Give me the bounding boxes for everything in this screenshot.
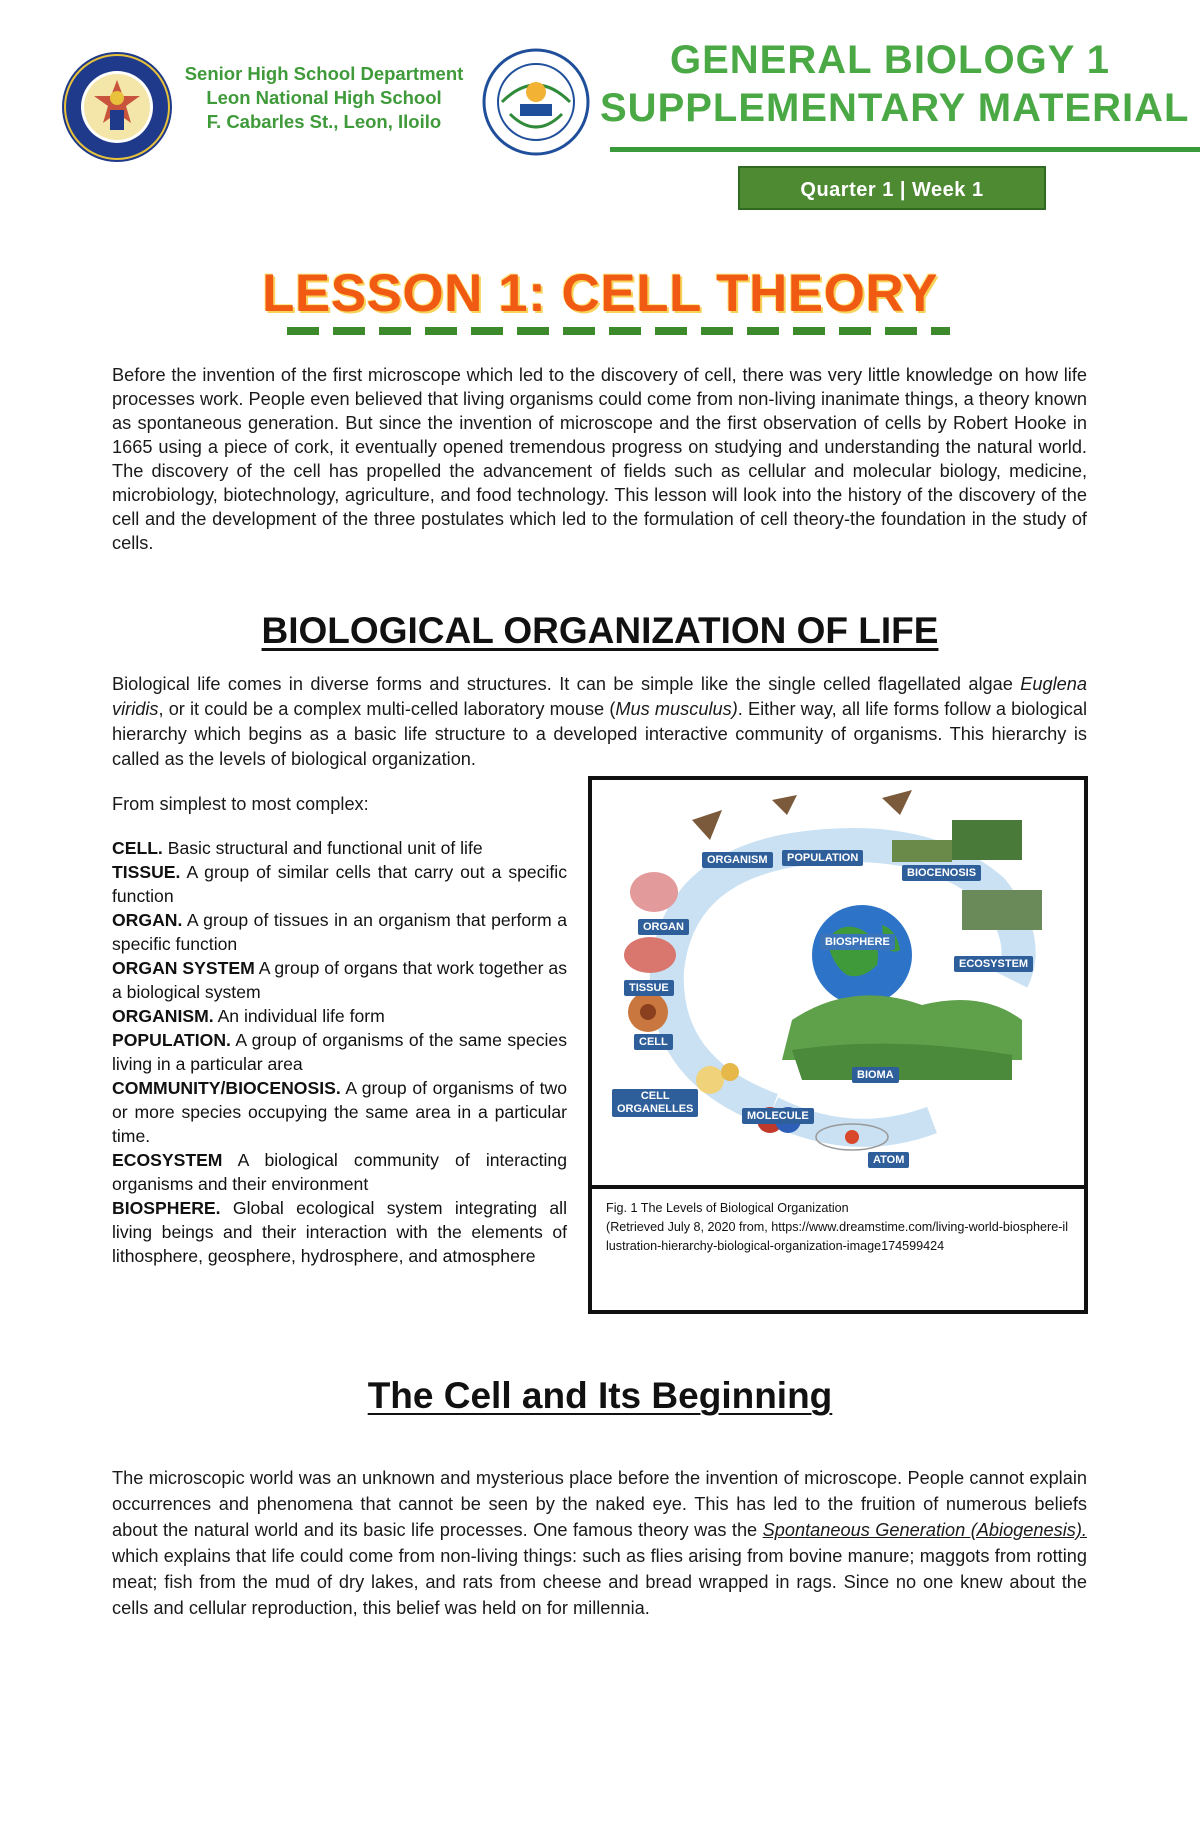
figure-label-cell: CELL bbox=[634, 1034, 673, 1050]
level-description: Global ecological system integrating all living beings and their interaction with the elements of lithosphere, geosphere, hydrosphere, and atmosphere bbox=[112, 1198, 567, 1266]
figure-caption-divider bbox=[588, 1185, 1088, 1189]
cell-beginning-text: The microscopic world was an unknown and mysterious place before the invention of microscope. People cannot explain occurrences and phenomena that cannot be seen by the naked eye. This has led to the fruition of numerous beliefs about the natural world and its basic life processes. One famous theory was the bbox=[112, 1468, 1087, 1540]
list-item bbox=[112, 1148, 567, 1196]
figure-label-organism: ORGANISM bbox=[702, 852, 773, 868]
bio-org-intro-text: Biological life comes in diverse forms and structures. It can be simple like the single celled flagellated algae bbox=[112, 674, 1021, 694]
figure-label-atom: ATOM bbox=[868, 1152, 909, 1168]
quarter-week-badge: Quarter 1 | Week 1 bbox=[738, 166, 1046, 210]
list-item bbox=[112, 1196, 567, 1268]
bio-org-intro-paragraph bbox=[112, 672, 1087, 772]
list-item bbox=[112, 1076, 567, 1148]
subject-title-line-1: GENERAL BIOLOGY 1 bbox=[669, 38, 1111, 82]
subject-title-line-2: SUPPLEMENTARY MATERIAL bbox=[600, 86, 1190, 130]
department-address-block bbox=[174, 62, 474, 134]
levels-list-intro: From simplest to most complex: bbox=[112, 794, 369, 814]
level-description: A group of organs that work together as a biological system bbox=[112, 958, 567, 1002]
level-term: POPULATION. bbox=[112, 1030, 231, 1050]
list-item bbox=[112, 1004, 567, 1028]
level-term: TISSUE. bbox=[112, 862, 181, 882]
department-line: Senior High School Department bbox=[184, 63, 464, 84]
address-line: F. Cabarles St., Leon, Iloilo bbox=[206, 111, 442, 132]
list-item bbox=[112, 836, 567, 860]
figure-label-biocenosis: BIOCENOSIS bbox=[902, 865, 981, 881]
level-description: A biological community of interacting organisms and their environment bbox=[112, 1150, 567, 1194]
school-name-line: Leon National High School bbox=[206, 87, 442, 108]
level-description: A group of tissues in an organism that perform a specific function bbox=[112, 910, 567, 954]
figure-label-organ: ORGAN bbox=[638, 919, 689, 935]
figure-label-tissue: TISSUE bbox=[624, 980, 674, 996]
level-description: A group of organisms of the same species living in a particular area bbox=[112, 1030, 567, 1074]
level-term: ORGAN. bbox=[112, 910, 183, 930]
level-term: ORGAN SYSTEM bbox=[112, 958, 255, 978]
list-item bbox=[112, 1028, 567, 1076]
level-description: A group of similar cells that carry out a specific function bbox=[112, 862, 567, 906]
section-heading-biological-organization: BIOLOGICAL ORGANIZATION OF LIFE bbox=[261, 610, 939, 651]
figure-label-ecosystem: ECOSYSTEM bbox=[954, 956, 1033, 972]
level-term: CELL. bbox=[112, 838, 163, 858]
figure-label-bioma: BIOMA bbox=[852, 1067, 899, 1083]
figure-label-population: POPULATION bbox=[782, 850, 863, 866]
level-term: BIOSPHERE. bbox=[112, 1198, 221, 1218]
level-description: An individual life form bbox=[213, 1006, 385, 1026]
section-heading-cell-beginning: The Cell and Its Beginning bbox=[367, 1375, 833, 1416]
subject-title bbox=[600, 36, 1190, 132]
cell-beginning-text: which explains that life could come from non-living things: such as flies arising from bovine manure; maggots from rotting meat; fish from the mud of dry lakes, and rats from cheese and bread wrapped in rags. Since no one knew about the cells and cellular reproduction, this belief was held on for millennia. bbox=[112, 1546, 1087, 1618]
figure-caption-title: Fig. 1 The Levels of Biological Organization bbox=[606, 1201, 849, 1215]
spontaneous-generation-term: Spontaneous Generation (Abiogenesis). bbox=[762, 1520, 1087, 1540]
level-term: ECOSYSTEM bbox=[112, 1150, 223, 1170]
list-item bbox=[112, 956, 567, 1004]
levels-list bbox=[112, 836, 567, 1268]
figure-illustration bbox=[592, 780, 1084, 1185]
figure-label-cell-organelles-line: CELL bbox=[640, 1090, 670, 1102]
figure-caption bbox=[606, 1199, 1068, 1256]
lesson-title: LESSON 1: CELL THEORY bbox=[261, 264, 939, 323]
figure-label-cell-organelles-line: ORGANELLES bbox=[617, 1103, 694, 1115]
bio-org-intro-text: , or it could be a complex multi-celled laboratory mouse ( bbox=[158, 699, 616, 719]
school-seal-logo bbox=[482, 48, 590, 156]
figure-label-biosphere: BIOSPHERE bbox=[820, 934, 895, 950]
title-dashed-underline bbox=[287, 327, 950, 335]
level-term: COMMUNITY/BIOCENOSIS. bbox=[112, 1078, 341, 1098]
level-description: Basic structural and functional unit of life bbox=[162, 838, 483, 858]
header-divider bbox=[610, 147, 1200, 152]
cell-beginning-paragraph bbox=[112, 1465, 1087, 1621]
lesson-intro-paragraph: Before the invention of the first microscope which led to the discovery of cell, there was very little knowledge on how life processes work. People even believed that living organisms could come from non-living inanimate things, a theory known as spontaneous generation. But since the invention of microscope and the first observation of cells by Robert Hooke in 1665 using a piece of cork, it eventually opened tremendous progress on studying and understanding the natural world. The discovery of the cell has propelled the advancement of fields such as cellular and molecular biology, medicine, microbiology, biotechnology, agriculture, and food technology. This lesson will look into the history of the discovery of the cell and the development of the three postulates which led to the formulation of cell theory-the foundation in the study of cells. bbox=[112, 365, 1087, 553]
deped-seal-logo bbox=[60, 50, 174, 164]
species-name: Euglena viridis bbox=[112, 674, 1087, 719]
level-term: ORGANISM. bbox=[112, 1006, 214, 1026]
species-name: Mus musculus) bbox=[615, 699, 738, 719]
level-description: A group of organisms of two or more species occupying the same area in a particular time. bbox=[112, 1078, 567, 1146]
figure-caption-source: (Retrieved July 8, 2020 from, https://www.dreamstime.com/living-world-biosphere-illustration-hierarchy-biological-organization-image174599424 bbox=[606, 1220, 1068, 1253]
figure-label-molecule: MOLECULE bbox=[742, 1108, 814, 1124]
list-item bbox=[112, 908, 567, 956]
bio-org-intro-text: . Either way, all life forms follow a biological hierarchy which begins as a basic life structure to a developed interactive community of organisms. This hierarchy is called as the levels of biological organization. bbox=[112, 699, 1087, 769]
figure-label-cell-organelles bbox=[612, 1089, 698, 1117]
list-item bbox=[112, 860, 567, 908]
